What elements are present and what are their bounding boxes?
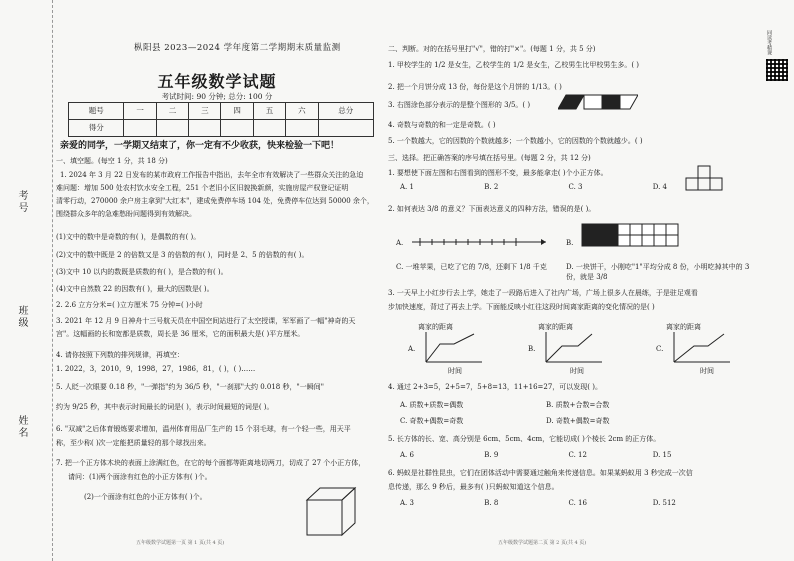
score-value-row xyxy=(69,120,374,137)
question-text: 3. 2021 年 12 月 9 日神舟十三号航天员在中国空间站进行了太空授课，军军画了一幅"神奇的天 xyxy=(56,317,356,325)
banji-label: 班级 xyxy=(16,305,27,329)
option-d: D. 4 xyxy=(652,183,667,191)
page-title: 五年级数学试题 xyxy=(157,72,277,91)
score-cell[interactable] xyxy=(189,120,221,137)
options-row xyxy=(400,182,677,192)
question-text: 1. 2024 年 3 月 22 日发布的某市政府工作报告中指出，去年全市有效解决了一些群众关注的急迫 xyxy=(60,171,364,179)
option-b: B. 质数+合数=合数 xyxy=(546,401,610,409)
option-a: A. 质数+质数=偶数 xyxy=(400,401,464,409)
question-text: (1)文中的数中是奇数的有( )，是偶数的有( )。 xyxy=(56,233,201,241)
footer-right: 五年级数学试题第二页 第 2 页(共 4 页) xyxy=(498,539,587,546)
option-d: D. 奇数+偶数=奇数 xyxy=(546,417,610,425)
question-text: 请问：(1)两个面涂有红色的小正方体有( )个。 xyxy=(68,473,212,481)
graph-ylabel: 离家的距离 xyxy=(418,323,453,331)
option-c: C. xyxy=(656,345,664,353)
cubes-figure xyxy=(684,164,728,194)
question-text: 3. 右图涂色部分表示的是整个图形的 3/5。( ) xyxy=(388,101,531,109)
question-text: 2. 如何表达 3/8 的意义？下面表达意义的四种方法，错误的是( )。 xyxy=(388,205,596,213)
question-text: 步加快速度，背过了再去上学。下面能反映小红往这段时间离家距离的变化情况的是( ) xyxy=(388,303,655,311)
option-c: C. 一堆苹果，已吃了它的 7/8，还剩下 1/8 千克 xyxy=(396,263,547,271)
footer-left: 五年级数学试题第一页 第 1 页(共 4 页) xyxy=(136,539,225,546)
question-text: (3)文中 10 以内的数既是质数的有( )，是合数的有( )。 xyxy=(56,268,228,276)
option-c: C. 16 xyxy=(568,499,587,507)
question-text: 围绕群众多年的急难愁盼问题得到有效解决。 xyxy=(56,210,196,218)
question-text: 6. "双减"之后体育锻炼要求增加，温州体育用品厂生产的 15 个羽毛球，有一个轻一些，用天平 xyxy=(56,425,351,433)
qr-code[interactable] xyxy=(766,30,788,72)
section-heading: 三、选择。把正确答案的序号填在括号里。(每题 2 分，共 12 分) xyxy=(388,154,591,162)
qr-code-icon xyxy=(766,59,788,81)
score-cell: 三 xyxy=(189,103,221,120)
score-cell: 一 xyxy=(124,103,156,120)
question-text: 3. 一天早上小红步行去上学，她走了一段路后进入了社内广场，广场上很多人在晨练，于是驻足观看 xyxy=(388,289,698,297)
option-b: B. xyxy=(566,239,574,247)
score-cell[interactable] xyxy=(124,120,156,137)
options-row xyxy=(400,498,686,508)
option-a: A. xyxy=(408,345,416,353)
question-text: 清零行动，270000 余户房主拿到"大红本"，建成免费停车场 104 处，免费停车位达到 50000 余个， xyxy=(56,197,374,205)
binding-margin xyxy=(0,0,53,561)
score-cell: 题号 xyxy=(69,103,124,120)
score-cell[interactable] xyxy=(318,120,373,137)
question-text: 5. 人眨一次眼要 0.18 秒，"一弹指"约为 36/5 秒，"一刹那"大约 0.018 秒，"一瞬间" xyxy=(56,383,324,391)
question-text: 4. 请你按照下列数的排列规律，再填空： xyxy=(56,351,184,359)
exam-info: 考试时间: 90 分钟; 总分: 100 分 xyxy=(161,92,273,101)
question-text: (2)文中的数中既是 2 的倍数又是 3 的倍数的有( )，同时是 2、5 的倍数的有( )。 xyxy=(56,251,309,259)
graph-ylabel: 离家的距离 xyxy=(666,323,701,331)
question-text: 1. 2022，3，2010，9，1998，27，1986，81，( )，( )…… xyxy=(56,365,256,373)
question-text: 宫"。这幅画的长和宽都是质数，周长是 36 厘米，它的面积最大是( )平方厘米。 xyxy=(56,330,305,338)
option-d: D. 512 xyxy=(652,499,676,507)
graph-xlabel: 时间 xyxy=(700,367,714,375)
question-text: 5. 长方体的长、宽、高分别是 6cm、5cm、4cm，它能切成( )个棱长 2cm 的正方体。 xyxy=(388,435,661,443)
option-c: C. 3 xyxy=(568,183,583,191)
score-cell: 五 xyxy=(253,103,285,120)
kaohao-label: 考号 xyxy=(16,190,27,214)
score-cell: 总分 xyxy=(318,103,373,120)
option-b: B. 8 xyxy=(484,499,499,507)
score-cell: 六 xyxy=(286,103,318,120)
school-line: 枞阳县 2023—2024 学年度第二学期期末质量监测 xyxy=(134,43,341,53)
question-text: 5. 一个数越大，它的因数的个数就越多；一个数越小，它的因数的个数就越少。( ) xyxy=(388,137,643,145)
grid-figure xyxy=(580,222,700,248)
score-cell[interactable] xyxy=(221,120,253,137)
score-cell: 得分 xyxy=(69,120,124,137)
score-cell[interactable] xyxy=(253,120,285,137)
option-c: C. 12 xyxy=(568,451,587,459)
option-a: A. xyxy=(396,239,404,247)
option-d: D. 15 xyxy=(652,451,672,459)
section-heading: 一、填空题。(每空 1 分，共 18 分) xyxy=(56,157,168,165)
question-text: 称，至少称( )次一定能把质量轻的那个球找出来。 xyxy=(56,439,211,447)
score-table xyxy=(68,102,374,137)
option-c: C. 奇数+偶数=奇数 xyxy=(400,417,464,425)
graph-c xyxy=(672,330,732,366)
question-text: 难问题：增加 500 处农村饮水安全工程，251 个老旧小区旧貌换新颜，实施房屋产权登记证明 xyxy=(56,184,349,192)
question-text: 约为 9/25 秒，其中表示时间最长的词是( )，表示时间最短的词是( )。 xyxy=(56,403,274,411)
option-b: B. xyxy=(528,345,536,353)
xingming-label: 姓名 xyxy=(16,415,27,439)
score-cell: 四 xyxy=(221,103,253,120)
greeting: 亲爱的同学，一学期又结束了，你一定有不少收获，快来检验一下吧！ xyxy=(60,141,340,151)
number-line-figure xyxy=(410,230,550,252)
cube-figure xyxy=(302,480,362,540)
left-column xyxy=(56,0,378,561)
question-text: 1. 甲校学生的 1/2 是女生，乙校学生的 1/2 是女生，乙校男生比甲校男生多。( ) xyxy=(388,61,640,69)
graph-b xyxy=(544,330,604,366)
score-cell[interactable] xyxy=(156,120,188,137)
graph-ylabel: 离家的距离 xyxy=(538,323,573,331)
score-cell[interactable] xyxy=(286,120,318,137)
right-column xyxy=(388,0,758,561)
question-text: 1. 要想使下面左图和右图看到的图形不变，最多能拿走( )个小正方体。 xyxy=(388,169,608,177)
score-header-row xyxy=(69,103,374,120)
question-text: 4. 奇数与奇数的和一定是奇数。( ) xyxy=(388,121,496,129)
score-cell: 二 xyxy=(156,103,188,120)
graph-a xyxy=(424,330,484,366)
option-d: D. 一块饼干，小刚吃"1"平均分成 8 份，小明吃掉其中的 3 份，就是 3/8 xyxy=(566,263,750,282)
graph-xlabel: 时间 xyxy=(570,367,584,375)
options-row xyxy=(400,450,681,460)
question-text: 2. 把一个月饼分成 13 份，每份是这个月饼的 1/13。( ) xyxy=(388,83,562,91)
option-a: A. 3 xyxy=(400,499,414,507)
qr-label: 同读考精课 xyxy=(766,30,772,55)
question-text: 7. 把一个正方体木块的表面上涂满红色，在它的每个面都等距离地切两刀，切成了 27 个小正方体， xyxy=(56,459,366,467)
option-b: B. 9 xyxy=(484,451,499,459)
graph-xlabel: 时间 xyxy=(448,367,462,375)
shaded-shape-figure xyxy=(558,93,638,111)
option-b: B. 2 xyxy=(484,183,499,191)
option-a: A. 6 xyxy=(400,451,414,459)
section-heading: 二、判断。对的在括号里打"√"，错的打"×"。(每题 1 分，共 5 分) xyxy=(388,45,596,53)
question-text: (2)一个面涂有红色的小正方体有( )个。 xyxy=(84,493,207,501)
question-text: 2. 2.6 立方分米=( )立方厘米 75 分钟=( )小时 xyxy=(56,301,203,309)
question-text: 息传递，那么 9 秒后，最多有( )只蚂蚁知道这个信息。 xyxy=(388,483,559,491)
question-text: 4. 通过 2+3=5，2+5=7，5+8=13，11+16=27，可以发现( )。 xyxy=(388,383,602,391)
option-a: A. 1 xyxy=(400,183,414,191)
question-text: 6. 蚂蚁是社群性昆虫，它们在团体活动中需要通过触角来传递信息。如果某蚂蚁用 3 秒完成一次信 xyxy=(388,469,693,477)
question-text: (4)文中自然数 22 的因数有( )，最大的因数是( )。 xyxy=(56,285,214,293)
